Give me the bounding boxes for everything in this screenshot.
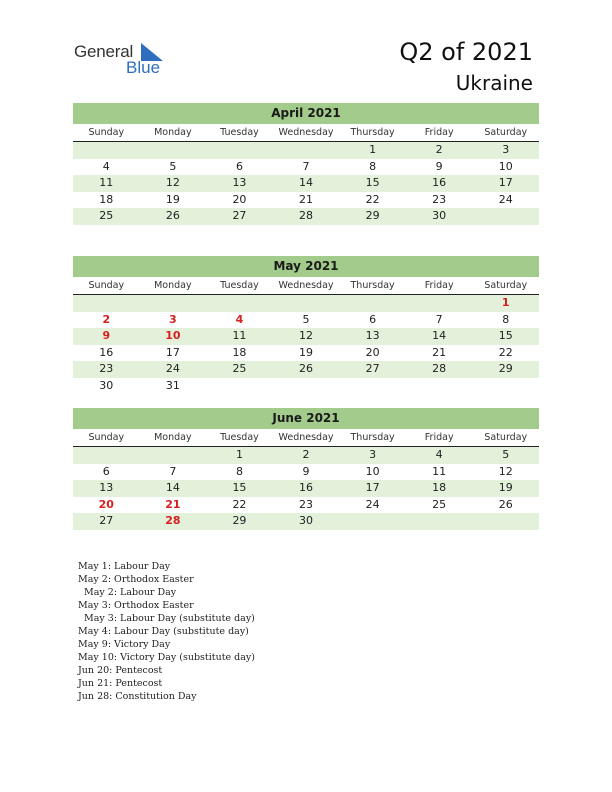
day-cell: 21 [299, 192, 314, 206]
day-cell: 18 [232, 345, 247, 359]
day-cell: 25 [432, 497, 447, 511]
week-row [73, 208, 539, 225]
day-cell: 22 [498, 345, 513, 359]
day-cell: 25 [232, 362, 247, 375]
day-cell [406, 295, 473, 312]
day-cell: 11 [99, 176, 114, 189]
day-cell: 30 [99, 378, 114, 392]
week-row [73, 497, 539, 514]
weekday-label: Friday [424, 127, 454, 138]
day-cell: 12 [299, 329, 314, 342]
week-row [73, 312, 539, 329]
holiday-note: Jun 20: Pentecost [78, 665, 163, 676]
month-calendar [73, 103, 539, 225]
day-cell: 9 [435, 159, 443, 173]
day-cell: 29 [232, 514, 247, 527]
day-cell: 10 [365, 464, 380, 478]
day-cell: 3 [369, 448, 377, 461]
day-cell: 2 [302, 448, 310, 461]
day-cell: 13 [365, 329, 380, 342]
week-row [73, 159, 539, 176]
day-cell: 25 [99, 209, 114, 222]
weekday-label: Saturday [484, 280, 528, 291]
day-cell [472, 208, 539, 225]
holiday-day-cell: 28 [165, 514, 181, 527]
weekday-header-row [73, 429, 539, 447]
logo [74, 42, 174, 82]
page-title: Q2 of 2021 [399, 38, 533, 66]
day-cell: 12 [498, 464, 513, 478]
week-row [73, 192, 539, 209]
day-cell: 23 [432, 192, 447, 206]
day-cell: 8 [369, 159, 377, 173]
month-calendar [73, 256, 539, 394]
day-cell [206, 378, 273, 395]
day-cell: 8 [235, 464, 243, 478]
day-cell: 28 [432, 362, 447, 375]
holiday-note: May 3: Orthodox Easter [78, 600, 194, 611]
day-cell: 11 [432, 464, 447, 478]
day-cell: 7 [302, 159, 310, 173]
day-cell: 3 [502, 143, 510, 156]
weekday-label: Thursday [350, 432, 395, 443]
holiday-day-cell: 20 [98, 497, 114, 511]
day-cell: 6 [369, 312, 377, 326]
day-cell: 15 [365, 176, 380, 189]
day-cell: 1 [235, 448, 243, 461]
day-cell [273, 295, 340, 312]
day-cell: 16 [299, 481, 314, 494]
day-cell: 8 [502, 312, 510, 326]
month-title: June 2021 [73, 408, 539, 429]
day-cell: 19 [299, 345, 314, 359]
holiday-day-cell: 21 [165, 497, 181, 511]
day-cell [73, 142, 140, 159]
month-title: April 2021 [73, 103, 539, 124]
day-cell [140, 295, 207, 312]
week-row [73, 328, 539, 345]
day-cell: 7 [435, 312, 443, 326]
weekday-label: Sunday [88, 432, 125, 443]
day-cell: 27 [365, 362, 380, 375]
day-cell: 16 [99, 345, 114, 359]
day-cell [73, 447, 140, 464]
day-cell: 24 [498, 192, 513, 206]
day-cell: 19 [165, 192, 180, 206]
day-cell: 7 [169, 464, 177, 478]
weekday-label: Thursday [350, 127, 395, 138]
weekday-label: Saturday [484, 127, 528, 138]
week-row [73, 447, 539, 464]
week-row [73, 480, 539, 497]
day-cell [339, 295, 406, 312]
weekday-label: Monday [154, 432, 192, 443]
weekday-label: Friday [424, 280, 454, 291]
weekday-label: Monday [154, 280, 192, 291]
holiday-day-cell: 3 [169, 312, 177, 326]
day-cell: 20 [365, 345, 380, 359]
day-cell [206, 295, 273, 312]
day-cell: 15 [498, 329, 513, 342]
day-cell [206, 142, 273, 159]
day-cell: 31 [165, 378, 180, 392]
day-cell: 30 [299, 514, 314, 527]
weekday-label: Friday [424, 432, 454, 443]
day-cell: 9 [302, 464, 310, 478]
holiday-note: May 2: Labour Day [84, 587, 177, 598]
day-cell: 13 [99, 481, 114, 494]
day-cell: 5 [302, 312, 310, 326]
weekday-label: Wednesday [278, 280, 334, 291]
day-cell: 1 [369, 143, 377, 156]
day-cell: 14 [165, 481, 180, 494]
day-cell: 4 [435, 448, 443, 461]
holiday-note: Jun 28: Constitution Day [78, 691, 197, 702]
week-row [73, 378, 539, 395]
weekday-label: Tuesday [220, 280, 259, 291]
holiday-day-cell: 4 [235, 312, 244, 326]
day-cell: 12 [165, 176, 180, 189]
day-cell: 16 [432, 176, 447, 189]
holiday-note: May 1: Labour Day [78, 561, 171, 572]
day-cell: 6 [235, 159, 243, 173]
week-row [73, 142, 539, 159]
week-row [73, 295, 539, 312]
holiday-note: May 2: Orthodox Easter [78, 574, 194, 585]
weekday-label: Tuesday [220, 432, 259, 443]
weekday-label: Wednesday [278, 127, 334, 138]
day-cell: 11 [232, 329, 247, 342]
weekday-header-row [73, 277, 539, 295]
day-cell: 17 [498, 176, 513, 189]
day-cell [406, 513, 473, 530]
holiday-note: Jun 21: Pentecost [78, 678, 163, 689]
week-row [73, 464, 539, 481]
day-cell: 17 [365, 481, 380, 494]
day-cell: 26 [498, 497, 513, 511]
day-cell: 23 [99, 362, 114, 375]
day-cell: 22 [232, 497, 247, 511]
holiday-note: May 3: Labour Day (substitute day) [84, 613, 255, 624]
week-row [73, 175, 539, 192]
day-cell [273, 378, 340, 395]
country-name: Ukraine [455, 71, 533, 95]
day-cell: 21 [432, 345, 447, 359]
weekday-label: Sunday [88, 280, 125, 291]
weekday-label: Saturday [484, 432, 528, 443]
day-cell: 13 [232, 176, 247, 189]
day-cell: 27 [232, 209, 247, 222]
day-cell: 30 [432, 209, 447, 222]
day-cell: 6 [102, 464, 110, 478]
logo-general-text: General [74, 42, 134, 61]
holiday-note: May 4: Labour Day (substitute day) [78, 626, 249, 637]
day-cell [406, 378, 473, 395]
day-cell: 5 [169, 159, 177, 173]
day-cell [73, 295, 140, 312]
day-cell: 14 [432, 329, 447, 342]
month-title: May 2021 [73, 256, 539, 277]
holiday-day-cell: 9 [102, 329, 111, 342]
day-cell: 4 [102, 159, 110, 173]
day-cell: 24 [165, 362, 180, 375]
day-cell [339, 513, 406, 530]
day-cell: 22 [365, 192, 380, 206]
weekday-label: Tuesday [220, 127, 259, 138]
holiday-day-cell: 2 [102, 312, 111, 326]
day-cell: 26 [165, 209, 180, 222]
month-calendar [73, 408, 539, 530]
week-row [73, 361, 539, 378]
weekday-label: Monday [154, 127, 192, 138]
day-cell [472, 378, 539, 395]
day-cell: 23 [299, 497, 314, 511]
day-cell: 18 [432, 481, 447, 494]
logo-blue-text: Blue [126, 58, 161, 77]
holiday-notes [78, 560, 255, 703]
holiday-day-cell: 1 [501, 296, 510, 309]
day-cell: 14 [299, 176, 314, 189]
day-cell: 2 [435, 143, 443, 156]
day-cell [140, 142, 207, 159]
week-row [73, 513, 539, 530]
day-cell: 15 [232, 481, 247, 494]
day-cell [339, 378, 406, 395]
weekday-label: Sunday [88, 127, 125, 138]
day-cell: 26 [299, 362, 314, 375]
holiday-note: May 9: Victory Day [78, 639, 171, 650]
day-cell: 18 [99, 192, 114, 206]
day-cell: 20 [232, 192, 247, 206]
weekday-label: Wednesday [278, 432, 334, 443]
week-row [73, 345, 539, 362]
day-cell: 28 [299, 209, 314, 222]
holiday-note: May 10: Victory Day (substitute day) [78, 652, 255, 663]
day-cell: 19 [498, 481, 513, 494]
day-cell [140, 447, 207, 464]
day-cell: 10 [498, 159, 513, 173]
day-cell: 27 [99, 514, 114, 527]
weekday-header-row [73, 124, 539, 142]
day-cell: 5 [502, 448, 510, 461]
weekday-label: Thursday [350, 280, 395, 291]
day-cell [273, 142, 340, 159]
day-cell: 24 [365, 497, 380, 511]
day-cell: 29 [498, 362, 513, 375]
holiday-day-cell: 10 [165, 329, 181, 342]
day-cell: 29 [365, 209, 380, 222]
day-cell: 17 [165, 345, 180, 359]
day-cell [472, 513, 539, 530]
